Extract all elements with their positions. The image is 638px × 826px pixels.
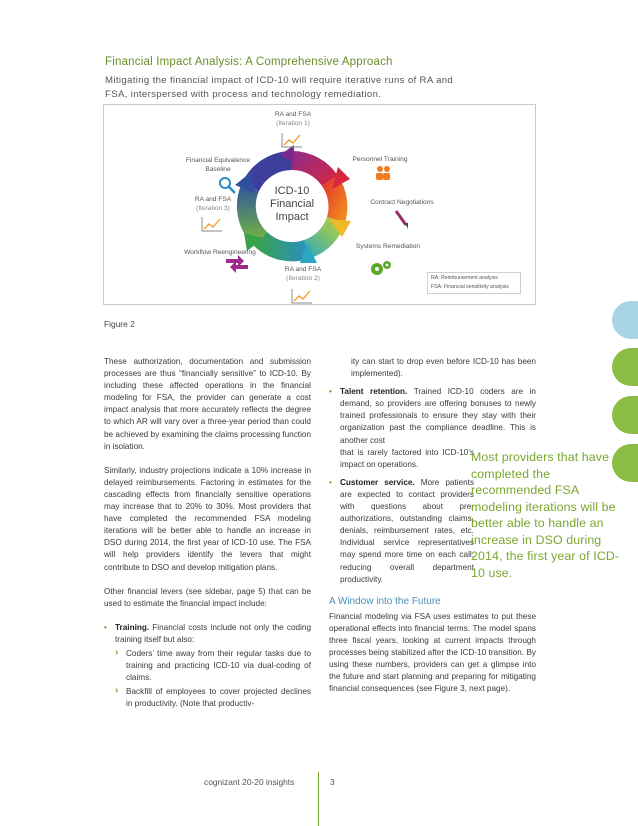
legend-line-1: RA: Reimbursement analysis — [431, 275, 498, 281]
section-heading: A Window into the Future — [329, 595, 441, 607]
paragraph: Similarly, industry projections indicate a 10% increase in delayed reimbursements. Factoring in estimates for the cascading effects from financially sensitive operations may increase that to 20% to 30%. Most providers that have completed the recommended FSA modeling iterations will be better able to handle an increase in DSO during 2014, the first year of ICD-10 use. The FSA will help providers identify the levers that might contribute to DSO and develop mitigation plans. — [104, 465, 311, 572]
paragraph: These authorization, documentation and submission processes are thus “financially sensitive” to ICD-10. By including these affected operations in the financial modeling for FSA, the provider can generate a cost impact analysis that more accurately reflects the degree to which AR will vary over a three-year period than could be achieved by examining the claims processing function in isolation. — [104, 357, 311, 451]
paragraph: Other financial levers (see sidebar, page 5) that can be used to estimate the financial impact include: — [104, 586, 311, 608]
node-label: RA and FSA — [194, 196, 232, 203]
people-icon — [376, 166, 390, 180]
page-heading: Financial Impact Analysis: A Comprehensive Approach — [105, 56, 393, 68]
continued-text: ity can start to drop even before ICD-10 has been implemented). — [351, 357, 536, 379]
footer-divider — [318, 772, 319, 826]
node-sublabel: (Iteration 2) — [286, 274, 320, 282]
center-line-1: ICD-10 — [274, 185, 310, 197]
center-line-3: Impact — [275, 211, 309, 223]
diagram-center-label — [270, 185, 314, 224]
sub-bullet-coders-time — [104, 648, 311, 684]
node-ra-iteration-2 — [274, 266, 332, 283]
chevron-right-icon: › — [115, 646, 119, 658]
bullet-text: More patients are expected to contact providers with questions about pre-authorizations, outstanding claims, denials, reimbursement rates, etc. Individual service representatives may spend more time on each call, reducing overall department productivity. — [340, 477, 474, 584]
body-column-left — [104, 356, 311, 710]
sub-bullet-backfill — [104, 686, 311, 710]
node-systems-remediation — [350, 243, 426, 252]
bullet-label: Talent retention. — [340, 387, 408, 397]
chart-icon — [202, 217, 222, 231]
node-sublabel: (Iteration 1) — [276, 119, 310, 127]
side-tab-green — [612, 348, 638, 386]
pen-icon — [396, 211, 408, 229]
bullet-customer-service — [329, 477, 474, 586]
node-contract-negotiations — [362, 199, 442, 208]
side-tab-green — [612, 396, 638, 434]
chevron-right-icon: › — [115, 685, 119, 697]
node-ra-iteration-1 — [264, 111, 322, 128]
pull-quote: Most providers that have completed the recommended FSA modeling iterations will be better able to handle an increase in DSO during 2014, the first year of ICD-10 use. — [471, 450, 620, 580]
node-label: Workflow Reengineering — [184, 249, 256, 256]
node-label: Financial Equivalence — [185, 157, 251, 164]
paragraph: Financial modeling via FSA uses estimates to put these operational effects into financial terms. The model spans three fiscal years, looking at current impacts through processes being stabilized after the ICD-10 transition. By using these numbers, providers can get a glimpse into the future and start planning and preparing for mitigating financial consequences (see Figure 3, next page). — [329, 611, 536, 694]
node-label-2: Baseline — [205, 165, 231, 173]
chart-icon — [282, 133, 302, 147]
page-subheading: Mitigating the financial impact of ICD-10 will require iterative runs of RA and FSA, interspersed with process and technology remediation. — [105, 75, 454, 100]
node-label: Contract Negotiations — [370, 199, 434, 206]
bullet-text-narrow: that is rarely factored into ICD-10’s impact on operations. — [340, 447, 474, 469]
node-label: RA and FSA — [284, 266, 322, 273]
sub-bullet-text: Backfill of employees to cover projected declines in productivity. (Note that productiv- — [126, 687, 311, 709]
node-label: Personnel Training — [352, 156, 408, 163]
sub-bullet-text: Coders’ time away from their regular tasks due to training and practicing ICD-10 via dual-coding of claims. — [126, 648, 311, 683]
diagram-legend — [427, 272, 521, 294]
node-ra-iteration-3 — [184, 196, 242, 213]
bullet-text: Trained ICD-10 coders are in demand, so providers are offering bonuses to newly trained professionals to ensure they stay with their organization past the compliance deadline. This is another cost — [340, 387, 536, 445]
bullet-label: Training. — [115, 622, 150, 632]
swap-arrows-icon — [226, 255, 248, 273]
magnifier-icon — [220, 178, 235, 193]
legend-line-2: FSA: Financial sensitivity analysis — [431, 284, 509, 290]
bullet-label: Customer service. — [340, 477, 415, 487]
node-financial-equivalence-baseline — [172, 157, 264, 174]
footer-brand: cognizant 20-20 insights — [204, 777, 295, 787]
bullet-dot: • — [329, 477, 332, 487]
bullet-dot: • — [329, 387, 332, 397]
node-sublabel: (Iteration 3) — [196, 204, 230, 212]
gears-icon — [371, 261, 391, 275]
chart-icon — [292, 289, 312, 303]
figure-2-diagram — [103, 104, 536, 305]
node-label: RA and FSA — [274, 111, 312, 118]
side-tab-blue — [612, 301, 638, 339]
node-label: Systems Remediation — [355, 243, 421, 250]
node-personnel-training — [342, 156, 418, 165]
figure-caption: Figure 2 — [104, 319, 135, 329]
node-workflow-reengineering — [172, 249, 268, 258]
bullet-text: Financial costs include not only the coding training itself but also: — [115, 622, 311, 644]
center-line-2: Financial — [270, 198, 315, 210]
bullet-training — [104, 622, 311, 646]
bullet-dot: • — [104, 622, 107, 632]
page-number: 3 — [330, 777, 335, 787]
